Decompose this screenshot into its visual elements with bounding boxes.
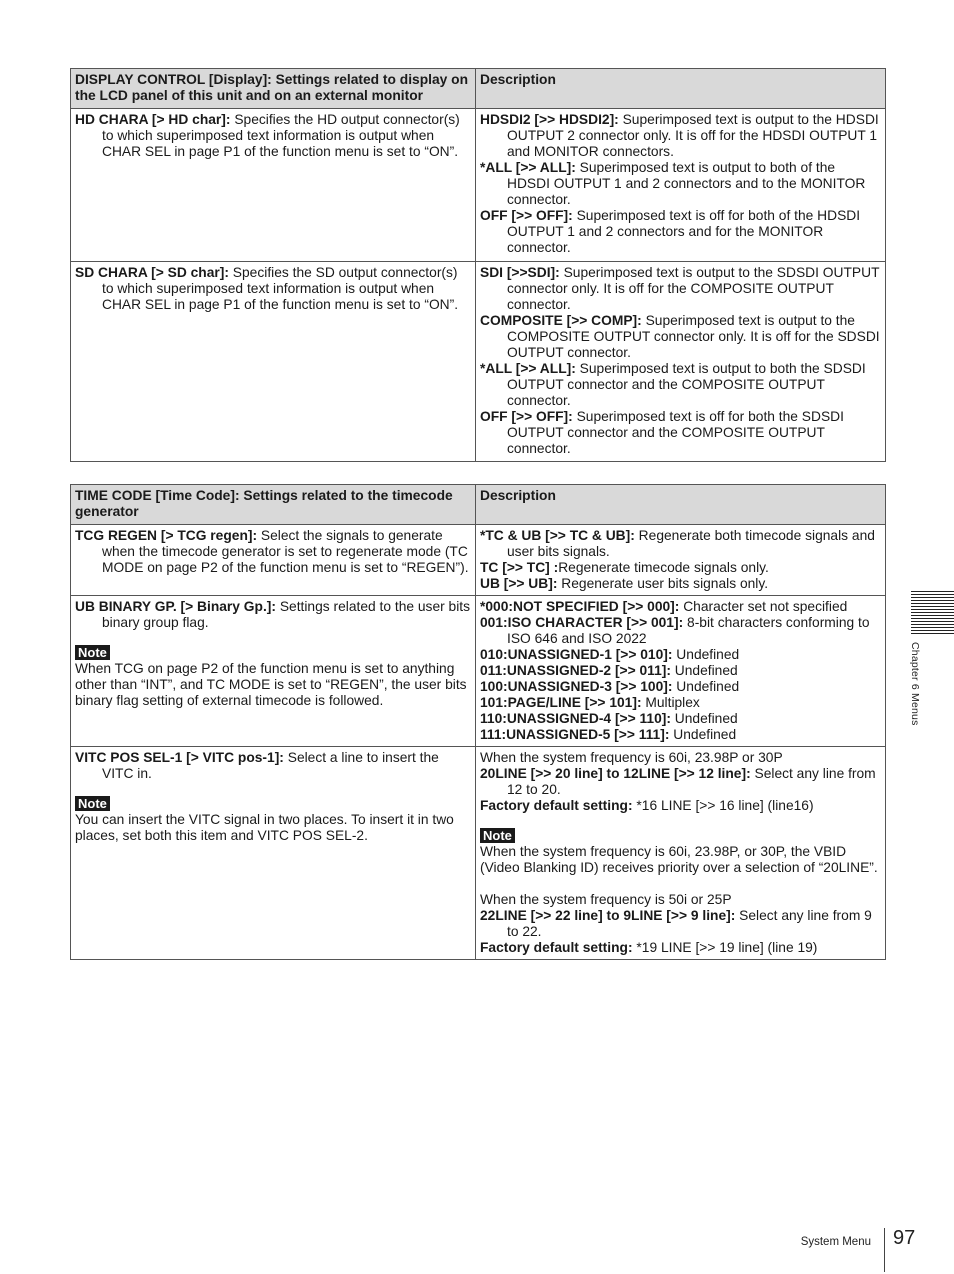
option-entry: [480, 528, 881, 560]
option-label: *TC & UB [>> TC & UB]:: [480, 528, 635, 543]
description-cell: [476, 747, 886, 960]
item-cell: [71, 747, 476, 960]
item-cell: [71, 109, 476, 262]
option-label: *000:NOT SPECIFIED [>> 000]:: [480, 599, 680, 614]
default-label: Factory default setting:: [480, 940, 633, 955]
option-entry: [480, 560, 881, 576]
option-text: Undefined: [670, 711, 738, 726]
option-text: Superimposed text is output to both the SDSDI OUTPUT connector and the COMPOSITE OUTPUT connector.: [507, 361, 866, 408]
option-entry: [480, 663, 881, 679]
option-text: Regenerate both timecode signals and user bits signals.: [507, 528, 875, 559]
table-row: [71, 109, 886, 262]
option-text: Superimposed text is output to the COMPOSITE OUTPUT connector only. It is off for the SDSDI OUTPUT connector.: [507, 313, 880, 360]
item-vitc-pos-sel-1: [75, 750, 471, 782]
option-entry: [480, 727, 881, 743]
option-label: 101:PAGE/LINE [>> 101]:: [480, 695, 642, 710]
chapter-label: Chapter 6 Menus: [909, 642, 921, 726]
option-text: Undefined: [672, 647, 740, 662]
option-entry: [480, 361, 881, 409]
default-label: Factory default setting:: [480, 798, 633, 813]
option-label: 111:UNASSIGNED-5 [>> 111]:: [480, 727, 670, 742]
option-label: 20LINE [>> 20 line] to 12LINE [>> 12 line]:: [480, 766, 751, 781]
option-entry: [480, 208, 881, 256]
item-text: Select the signals to generate when the timecode generator is set to regenerate mode (TC MODE on page P2 of the function menu is set to “REGEN”).: [102, 528, 469, 575]
option-text: Character set not specified: [679, 599, 848, 614]
option-label: 001:ISO CHARACTER [>> 001]:: [480, 615, 684, 630]
option-label: HDSDI2 [>> HDSDI2]:: [480, 112, 619, 127]
timecode-table: [70, 484, 886, 960]
table-row: [71, 747, 886, 960]
default-text: *16 LINE [>> 16 line] (line16): [632, 798, 814, 813]
option-text: Select any line from 9 to 22.: [507, 908, 872, 939]
item-text: Settings related to the user bits binary group flag.: [102, 599, 471, 630]
option-entry: [480, 313, 881, 361]
option-text: Superimposed text is output to both of the HDSDI OUTPUT 1 and 2 connectors and to the MONITOR connector.: [507, 160, 866, 207]
table-row: [71, 262, 886, 462]
option-entry: [480, 647, 881, 663]
option-text: Superimposed text is off for both of the HDSDI OUTPUT 1 and 2 connectors and for the MONITOR connector.: [507, 208, 861, 255]
option-label: 010:UNASSIGNED-1 [>> 010]:: [480, 647, 673, 662]
option-label: *ALL [>> ALL]:: [480, 361, 576, 376]
item-label: UB BINARY GP. [> Binary Gp.]:: [75, 599, 276, 614]
option-label: OFF [>> OFF]:: [480, 409, 573, 424]
option-label: 110:UNASSIGNED-4 [>> 110]:: [480, 711, 671, 726]
option-text: Undefined: [669, 727, 737, 742]
note-text: When the system frequency is 60i, 23.98P, or 30P, the VBID (Video Blanking ID) receives priority over a selection of “20LINE”.: [480, 844, 878, 875]
option-text: 8-bit characters conforming to ISO 646 and ISO 2022: [507, 615, 870, 646]
option-entry: [480, 679, 881, 695]
table-row: [71, 525, 886, 596]
item-cell: [71, 596, 476, 747]
item-label: TCG REGEN [> TCG regen]:: [75, 528, 258, 543]
item-text: Specifies the SD output connector(s) to which superimposed text information is output when CHAR SEL in page P1 of the function menu is set to “ON”.: [102, 265, 459, 312]
option-text: Superimposed text is output to the SDSDI OUTPUT connector only. It is off for the COMPOSITE OUTPUT connector.: [507, 265, 880, 312]
option-text: Superimposed text is output to the HDSDI OUTPUT 2 connector only. It is off for the HDSDI OUTPUT 1 and MONITOR connectors.: [507, 112, 879, 159]
default-text: *19 LINE [>> 19 line] (line 19): [632, 940, 818, 955]
item-cell: [71, 525, 476, 596]
option-label: 011:UNASSIGNED-2 [>> 011]:: [480, 663, 671, 678]
option-label: TC [>> TC] :: [480, 560, 559, 575]
item-label: SD CHARA [> SD char]:: [75, 265, 229, 280]
option-entry: [480, 695, 881, 711]
header-time-code: TIME CODE [Time Code]: Settings related to the timecode generator: [71, 485, 476, 525]
spacer: [480, 876, 881, 892]
table-row: [71, 596, 886, 747]
option-label: OFF [>> OFF]:: [480, 208, 573, 223]
frequency-heading: When the system frequency is 60i, 23.98P or 30P: [480, 750, 783, 765]
factory-default: [480, 940, 881, 956]
note-text: When TCG on page P2 of the function menu is set to anything other than “INT”, and TC MODE is set to “REGEN”, the user bits binary flag setting of external timecode is followed.: [75, 661, 467, 708]
item-cell: [71, 262, 476, 462]
item-text: Specifies the HD output connector(s) to which superimposed text information is output when CHAR SEL in page P1 of the function menu is set to “ON”.: [102, 112, 460, 159]
item-label: HD CHARA [> HD char]:: [75, 112, 231, 127]
table-header-row: [71, 485, 886, 525]
option-entry: [480, 766, 881, 798]
option-label: 100:UNASSIGNED-3 [>> 100]:: [480, 679, 673, 694]
option-text: Select any line from 12 to 20.: [507, 766, 876, 797]
option-entry: [480, 112, 881, 160]
chapter-tab-marker: [911, 591, 954, 634]
footer-section-title: System Menu: [800, 1236, 871, 1248]
footer-divider: [884, 1228, 885, 1272]
item-sd-chara: [75, 265, 471, 313]
header-description: Description: [476, 485, 886, 525]
header-description: Description: [476, 69, 886, 109]
option-entry: [480, 599, 881, 615]
option-entry: [480, 615, 881, 647]
option-text: Regenerate user bits signals only.: [557, 576, 769, 591]
option-entry: [480, 409, 881, 457]
description-cell: [476, 525, 886, 596]
description-cell: [476, 596, 886, 747]
option-label: SDI [>>SDI]:: [480, 265, 560, 280]
option-text: Undefined: [670, 663, 738, 678]
table-header-row: [71, 69, 886, 109]
option-entry: [480, 908, 881, 940]
item-tcg-regen: [75, 528, 471, 576]
item-label: VITC POS SEL-1 [> VITC pos-1]:: [75, 750, 284, 765]
option-text: Superimposed text is off for both the SDSDI OUTPUT connector and the COMPOSITE OUTPUT connector.: [507, 409, 844, 456]
option-label: COMPOSITE [>> COMP]:: [480, 313, 642, 328]
description-cell: [476, 262, 886, 462]
note-badge: Note: [75, 645, 110, 660]
item-text: Select a line to insert the VITC in.: [102, 750, 439, 781]
header-display-control: DISPLAY CONTROL [Display]: Settings related to display on the LCD panel of this unit and on an external monitor: [71, 69, 476, 109]
option-entry: [480, 160, 881, 208]
note-badge: Note: [480, 828, 515, 843]
option-label: *ALL [>> ALL]:: [480, 160, 576, 175]
page-number: 97: [893, 1227, 916, 1249]
item-hd-chara: [75, 112, 471, 160]
option-label: 22LINE [>> 22 line] to 9LINE [>> 9 line]:: [480, 908, 736, 923]
option-text: Undefined: [672, 679, 740, 694]
option-entry: [480, 711, 881, 727]
option-text: Multiplex: [641, 695, 700, 710]
frequency-heading: When the system frequency is 50i or 25P: [480, 892, 732, 907]
note-badge: Note: [75, 796, 110, 811]
item-ub-binary: [75, 599, 471, 631]
option-entry: [480, 576, 881, 592]
option-label: UB [>> UB]:: [480, 576, 558, 591]
note-text: You can insert the VITC signal in two places. To insert it in two places, set both this item and VITC POS SEL-2.: [75, 812, 454, 843]
factory-default: [480, 798, 881, 814]
display-control-table: [70, 68, 886, 462]
description-cell: [476, 109, 886, 262]
option-entry: [480, 265, 881, 313]
option-text: Regenerate timecode signals only.: [558, 560, 769, 575]
